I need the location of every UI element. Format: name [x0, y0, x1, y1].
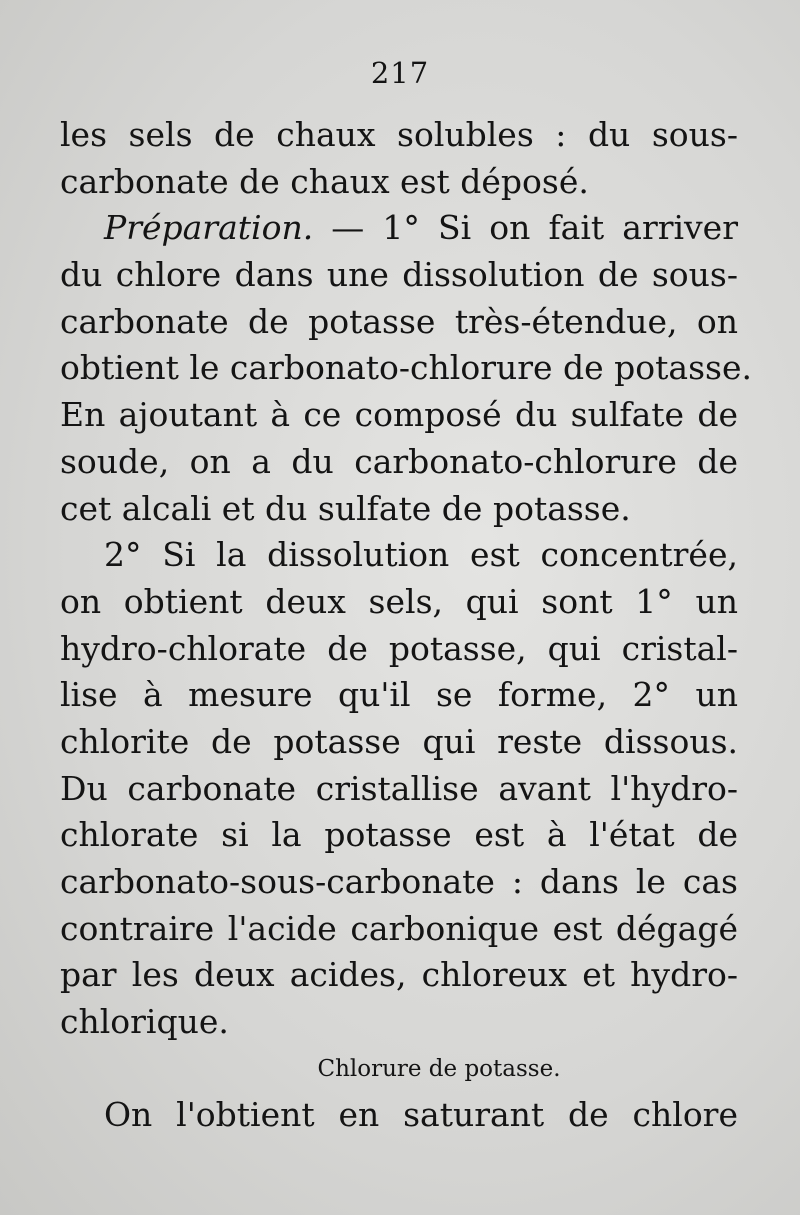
text-line: chlorique.: [60, 1002, 229, 1042]
page-number: 217: [370, 56, 430, 90]
text-line: carbonate de chaux est déposé.: [60, 161, 589, 201]
text-line: Du carbonate cristallise avant l'hydro-: [60, 768, 738, 808]
text-line: du chlore dans une dissolution de sous-: [60, 255, 738, 295]
text-line: chlorite de potasse qui reste dissous.: [60, 721, 738, 761]
paragraph-heading: Préparation.: [104, 208, 314, 248]
text-line: on obtient deux sels, qui sont 1° un: [60, 581, 738, 621]
section-heading: Chlorure de potasse.: [317, 1055, 561, 1082]
body-text: [60, 112, 752, 1138]
text-line: contraire l'acide carbonique est dégagé: [60, 908, 738, 948]
text-fragment: — 1° Si on fait arriver: [313, 208, 738, 248]
text-line: hydro-chlorate de potasse, qui cristal-: [60, 628, 738, 668]
text-line: carbonato-sous-carbonate : dans le cas: [60, 862, 738, 901]
text-line: En ajoutant à ce composé du sulfate de: [60, 395, 738, 435]
text-line: soude, on a du carbonato-chlorure de: [60, 441, 738, 481]
text-line: On l'obtient en saturant de chlore: [104, 1094, 738, 1134]
text-line: les sels de chaux solubles : du sous-: [60, 115, 738, 154]
text-line: [60, 205, 738, 252]
text-line: cet alcali et du sulfate de potasse.: [60, 488, 631, 528]
text-line: lise à mesure qu'il se forme, 2° un: [60, 675, 738, 715]
text-line: carbonate de potasse très-étendue, on: [60, 301, 738, 341]
text-line: par les deux acides, chloreux et hydro-: [60, 955, 738, 995]
text-line: chlorate si la potasse est à l'état de: [60, 815, 738, 855]
text-line: 2° Si la dissolution est concentrée,: [104, 535, 738, 575]
text-line: obtient le carbonato-chlorure de potasse.: [60, 348, 752, 388]
